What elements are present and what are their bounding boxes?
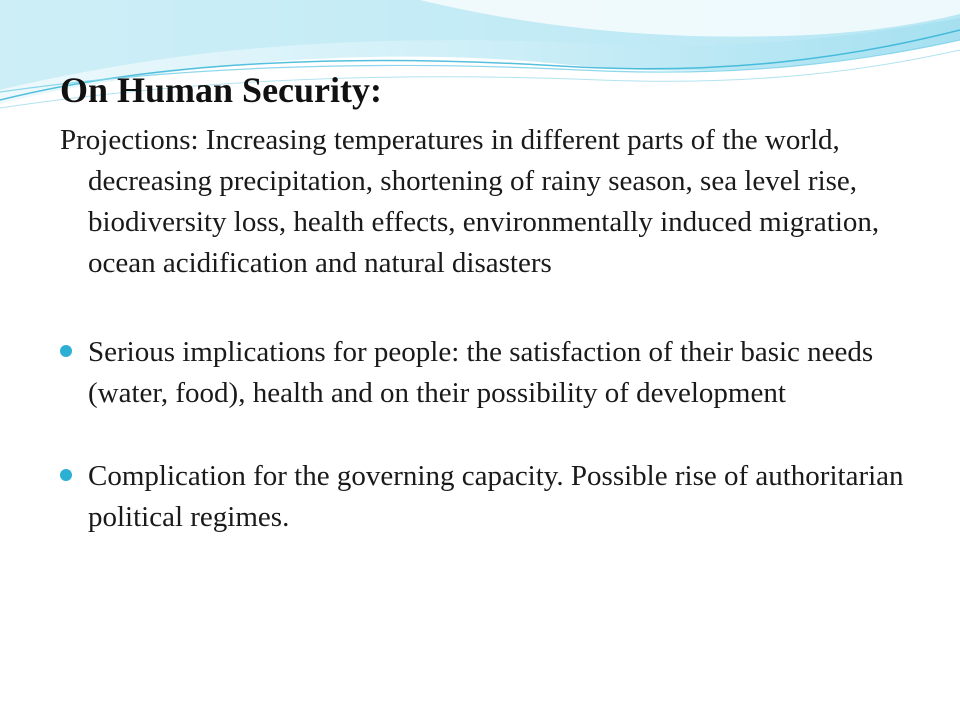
bullet-text: Complication for the governing capacity. Possible rise of authoritarian political regimes. <box>88 460 904 533</box>
bullet-dot-icon <box>60 345 72 357</box>
bullet-item-implications <box>60 332 920 414</box>
bullet-list <box>60 332 920 538</box>
projections-paragraph: Projections: Increasing temperatures in different parts of the world, decreasing precipitation, shortening of rainy season, sea level rise, biodiversity loss, health effects, environmentally induced migration, ocean acidification and natural disasters <box>60 124 880 279</box>
slide-content <box>60 66 920 538</box>
slide-title: On Human Security: <box>60 70 383 110</box>
bullet-text: Serious implications for people: the satisfaction of their basic needs (water, food), health and on their possibility of development <box>88 336 874 409</box>
bullet-dot-icon <box>60 469 72 481</box>
bullet-item-governance <box>60 456 920 538</box>
